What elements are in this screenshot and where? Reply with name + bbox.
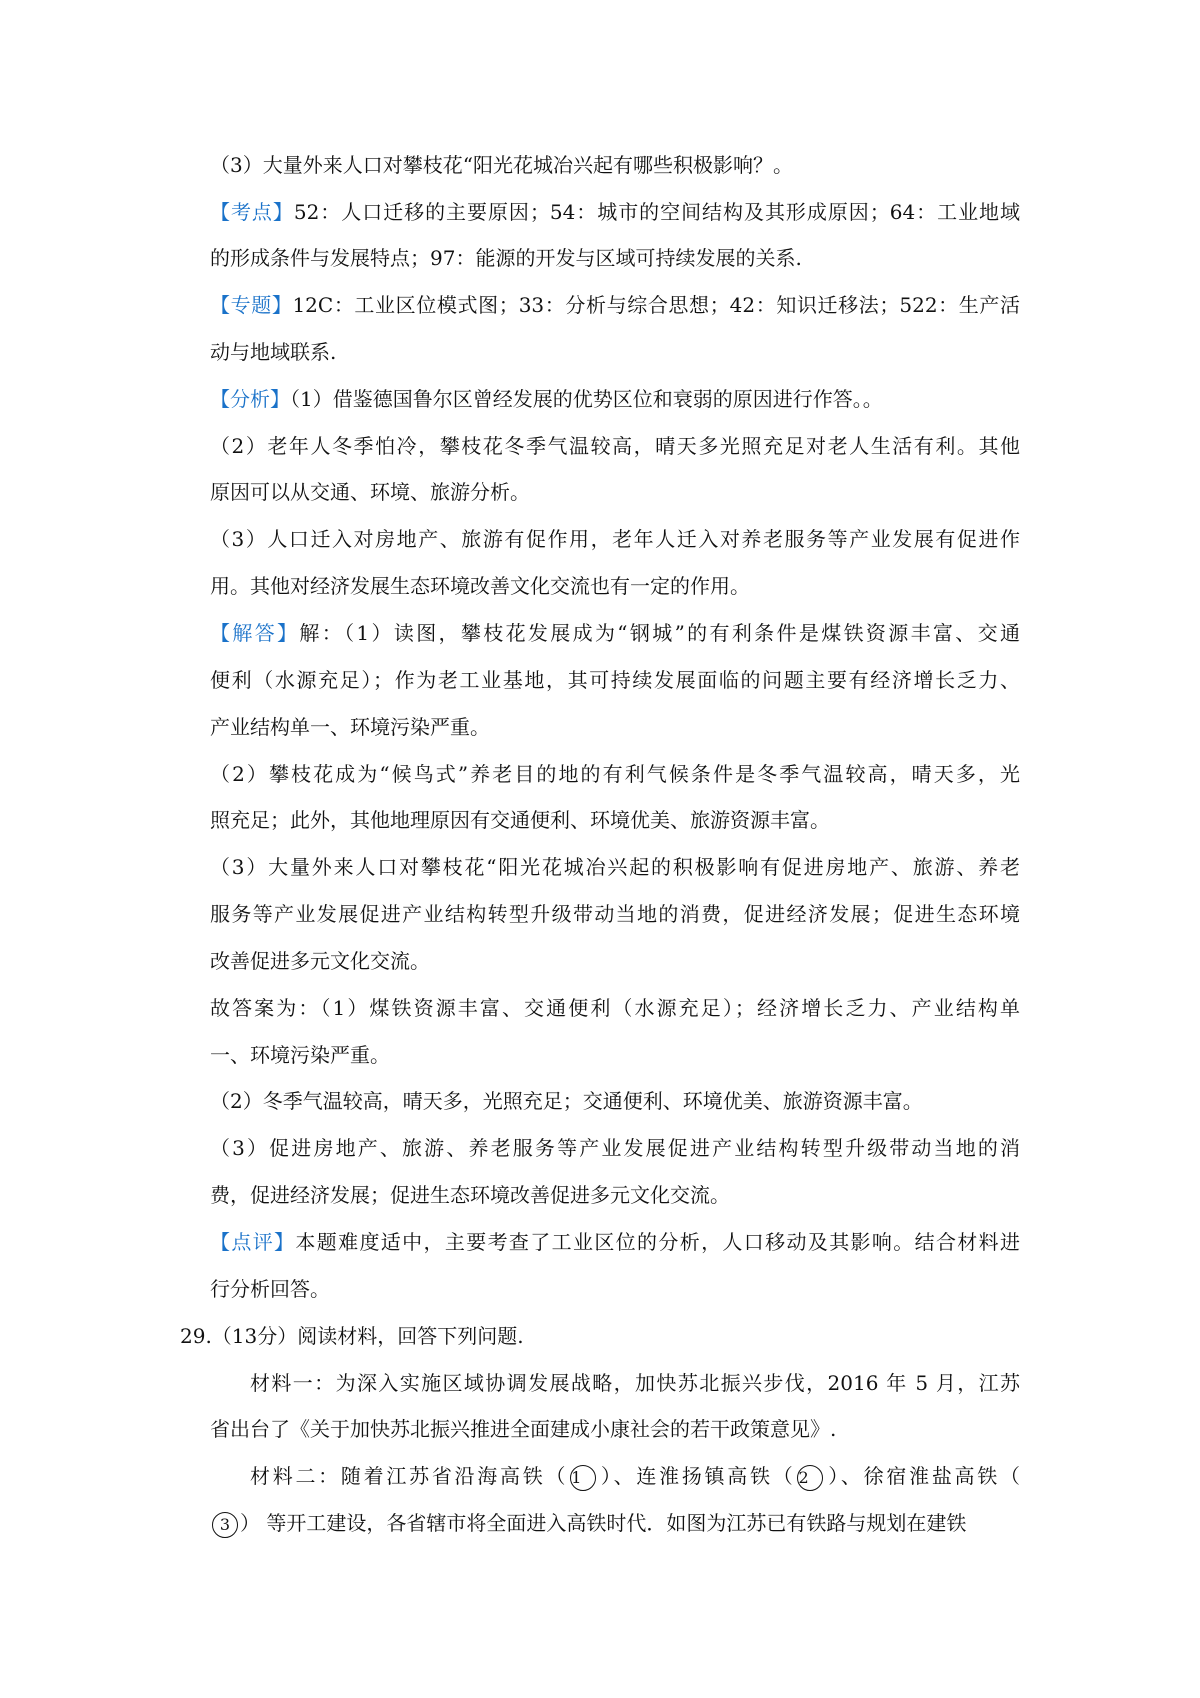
text-line: 的形成条件与发展特点；97：能源的开发与区域可持续发展的关系. [210, 246, 802, 270]
jieda-tag: 【解答】 [210, 621, 300, 645]
material2-line: 3 ） 等开工建设，各省辖市将全面进入高铁时代．如图为江苏已有铁路与规划在建铁 [210, 1509, 1020, 1538]
circled-number: 3 [212, 1512, 238, 1538]
text-line: 【解答】解：（1）读图，攀枝花发展成为“钢城”的有利条件是煤铁资源丰富、交通 [210, 621, 1020, 645]
text-line: （3）人口迁入对房地产、旅游有促作用，老年人迁入对养老服务等产业发展有促进作 [210, 527, 1020, 551]
material2-line: 材料二：随着江苏省沿海高铁（ 1 ）、连淮扬镇高铁（ 2 ）、徐宿淮盐高铁（ [250, 1462, 1020, 1491]
text-line: 【专题】12C：工业区位模式图；33：分析与综合思想；42：知识迁移法；522：生产活 [210, 293, 1020, 317]
text-line: （2）攀枝花成为“候鸟式”养老目的地的有利气候条件是冬季气温较高，晴天多，光 [210, 762, 1020, 786]
zhuanti-tag: 【专题】 [210, 293, 293, 317]
question-number: 29.（13分）阅读材料，回答下列问题. [180, 1324, 524, 1348]
text-line: 原因可以从交通、环境、旅游分析。 [210, 480, 530, 504]
kaodian-tag: 【考点】 [210, 200, 294, 224]
dianping-tag: 【点评】 [210, 1230, 296, 1254]
text-line: 服务等产业发展促进产业结构转型升级带动当地的消费，促进经济发展；促进生态环境 [210, 902, 1020, 926]
text-line: 【考点】52：人口迁移的主要原因；54：城市的空间结构及其形成原因；64：工业地域 [210, 200, 1020, 224]
text-line: 费，促进经济发展；促进生态环境改善促进多元文化交流。 [210, 1183, 730, 1207]
text-line: 一、环境污染严重。 [210, 1043, 390, 1067]
text-line: 照充足；此外，其他地理原因有交通便利、环境优美、旅游资源丰富。 [210, 808, 830, 832]
text-line: （2）冬季气温较高，晴天多，光照充足；交通便利、环境优美、旅游资源丰富。 [210, 1089, 923, 1113]
circled-number: 2 [797, 1465, 823, 1491]
text-line: 产业结构单一、环境污染严重。 [210, 715, 490, 739]
text-line: 材料一：为深入实施区域协调发展战略，加快苏北振兴步伐，2016 年 5 月，江苏 [250, 1371, 1020, 1395]
text-line: 省出台了《关于加快苏北振兴推进全面建成小康社会的若干政策意见》. [210, 1417, 837, 1441]
text-line: （2）老年人冬季怕冷，攀枝花冬季气温较高，晴天多光照充足对老人生活有利。其他 [210, 434, 1020, 458]
text-line: 动与地域联系. [210, 340, 337, 364]
circled-number: 1 [570, 1465, 596, 1491]
text-line: （3）大量外来人口对攀枝花“阳光花城冶兴起的积极影响有促进房地产、旅游、养老 [210, 855, 1020, 879]
fenxi-tag: 【分析】 [210, 387, 290, 411]
text-line: 【点评】本题难度适中，主要考查了工业区位的分析，人口移动及其影响。结合材料进 [210, 1230, 1020, 1254]
text-line: 【分析】（1）借鉴德国鲁尔区曾经发展的优势区位和衰弱的原因进行作答。。 [210, 387, 883, 411]
text-line: （3）促进房地产、旅游、养老服务等产业发展促进产业结构转型升级带动当地的消 [210, 1136, 1020, 1160]
text-line: 用。其他对经济发展生态环境改善文化交流也有一定的作用。 [210, 574, 750, 598]
text-line: 行分析回答。 [210, 1277, 330, 1301]
text-line: 改善促进多元文化交流。 [210, 949, 430, 973]
text-line: 便利（水源充足）；作为老工业基地，其可持续发展面临的问题主要有经济增长乏力、 [210, 668, 1020, 692]
text-line: （3）大量外来人口对攀枝花“阳光花城冶兴起有哪些积极影响？。 [210, 153, 793, 177]
text-line: 故答案为：（1）煤铁资源丰富、交通便利（水源充足）；经济增长乏力、产业结构单 [210, 996, 1020, 1020]
